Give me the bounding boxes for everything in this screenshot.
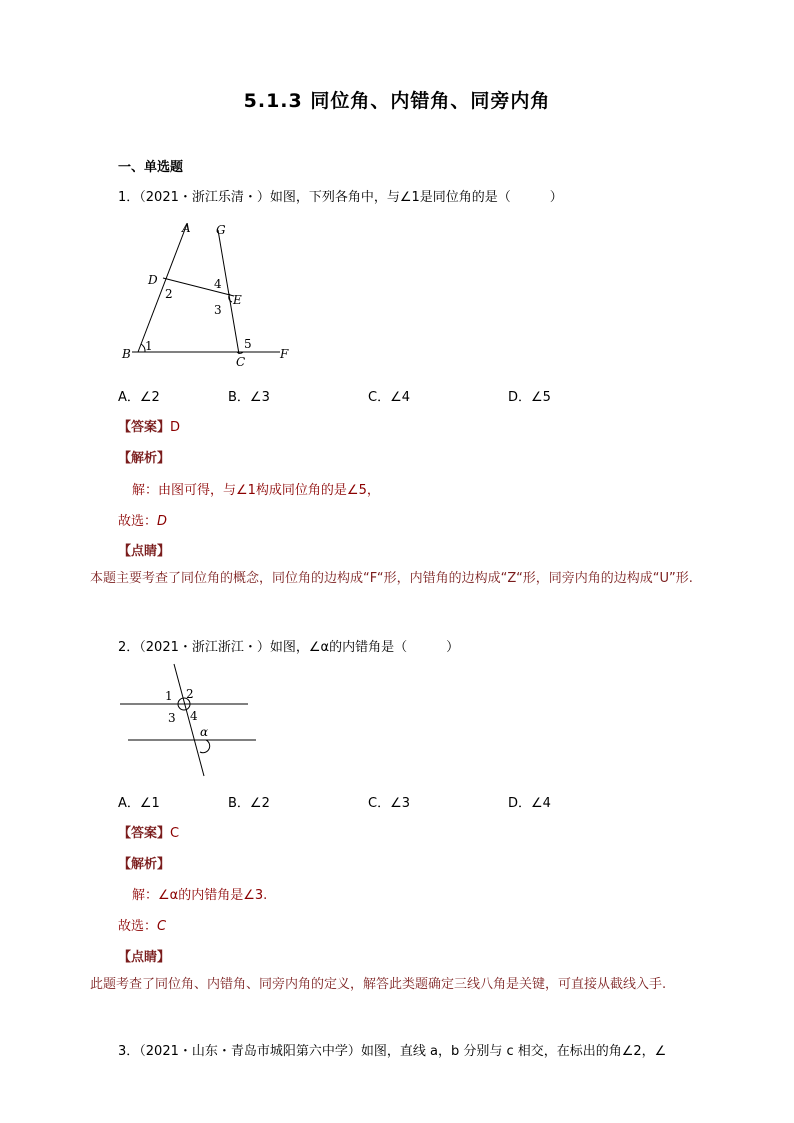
q1-label-E: E: [233, 293, 242, 307]
q1-answer: [118, 416, 180, 435]
q2-stem: 2．（2021・浙江浙江・）如图，∠α的内错角是（ ）: [118, 640, 460, 655]
section-heading: 一、单选题: [118, 160, 184, 175]
q1-choose: [118, 510, 167, 529]
q1-stem: 1．（2021・浙江乐清・）如图，下列各角中，与∠1是同位角的是（ ）: [118, 190, 563, 205]
q2-figure: [118, 660, 258, 780]
q1-option-a: A．∠2: [118, 390, 160, 405]
q2-choose: [118, 915, 166, 934]
q1-figure: [118, 218, 298, 368]
q2-analysis-text: 解：∠α的内错角是∠3.: [132, 888, 268, 903]
q2-answer-value: C: [170, 826, 180, 841]
q2-choose-label: 故选：: [118, 919, 158, 934]
q1-label-4: 4: [214, 277, 222, 291]
page-title: 5.1.3 同位角、内错角、同旁内角: [243, 90, 551, 112]
q1-label-D: D: [148, 273, 158, 287]
q1-label-2: 2: [165, 287, 173, 301]
q1-analysis-text: 解：由图可得，与∠1构成同位角的是∠5，: [132, 483, 380, 498]
q1-label-F: F: [280, 347, 289, 361]
q2-analysis-tag: 【解析】: [118, 857, 171, 872]
q1-label-5: 5: [244, 337, 252, 351]
q1-analysis-tag: 【解析】: [118, 451, 171, 466]
q2-answer-tag: 【答案】: [118, 826, 171, 841]
q2-comment-text: 此题考查了同位角、内错角、同旁内角的定义，解答此类题确定三线八角是关键，可直接从截线入手.: [90, 977, 667, 992]
q1-choose-label: 故选：: [118, 514, 158, 529]
q1-label-A: A: [182, 221, 191, 235]
q1-label-C: C: [236, 355, 246, 368]
q2-label-3: 3: [168, 711, 176, 725]
q2-label-4: 4: [190, 709, 198, 723]
q3-stem: 3．（2021・山东・青岛市城阳第六中学）如图，直线 a，b 分别与 c 相交，在标出的角∠2，∠: [118, 1044, 667, 1059]
q2-choose-value: C: [157, 919, 167, 934]
q1-label-B: B: [122, 347, 131, 361]
q1-option-d: D．∠5: [508, 390, 551, 405]
q2-option-a: A．∠1: [118, 796, 160, 811]
q2-answer: [118, 822, 179, 841]
q1-option-b: B．∠3: [228, 390, 270, 405]
q1-label-3: 3: [214, 303, 222, 317]
q2-option-d: D．∠4: [508, 796, 551, 811]
q1-comment-tag: 【点睛】: [118, 544, 171, 559]
q1-answer-tag: 【答案】: [118, 420, 171, 435]
q1-answer-value: D: [170, 420, 181, 435]
q2-comment-tag: 【点睛】: [118, 950, 171, 965]
q2-option-b: B．∠2: [228, 796, 270, 811]
q2-option-c: C．∠3: [368, 796, 411, 811]
q1-choose-value: D: [157, 514, 168, 529]
q1-comment-text: 本题主要考查了同位角的概念，同位角的边构成“F“形，内错角的边构成“Z“形，同旁内角的边构成“U”形.: [90, 571, 693, 586]
q2-label-alpha: α: [200, 725, 209, 739]
q1-option-c: C．∠4: [368, 390, 411, 405]
q1-label-G: G: [216, 223, 226, 237]
q2-label-1: 1: [165, 689, 173, 703]
q1-label-1: 1: [145, 339, 153, 353]
q2-label-2: 2: [186, 687, 194, 701]
